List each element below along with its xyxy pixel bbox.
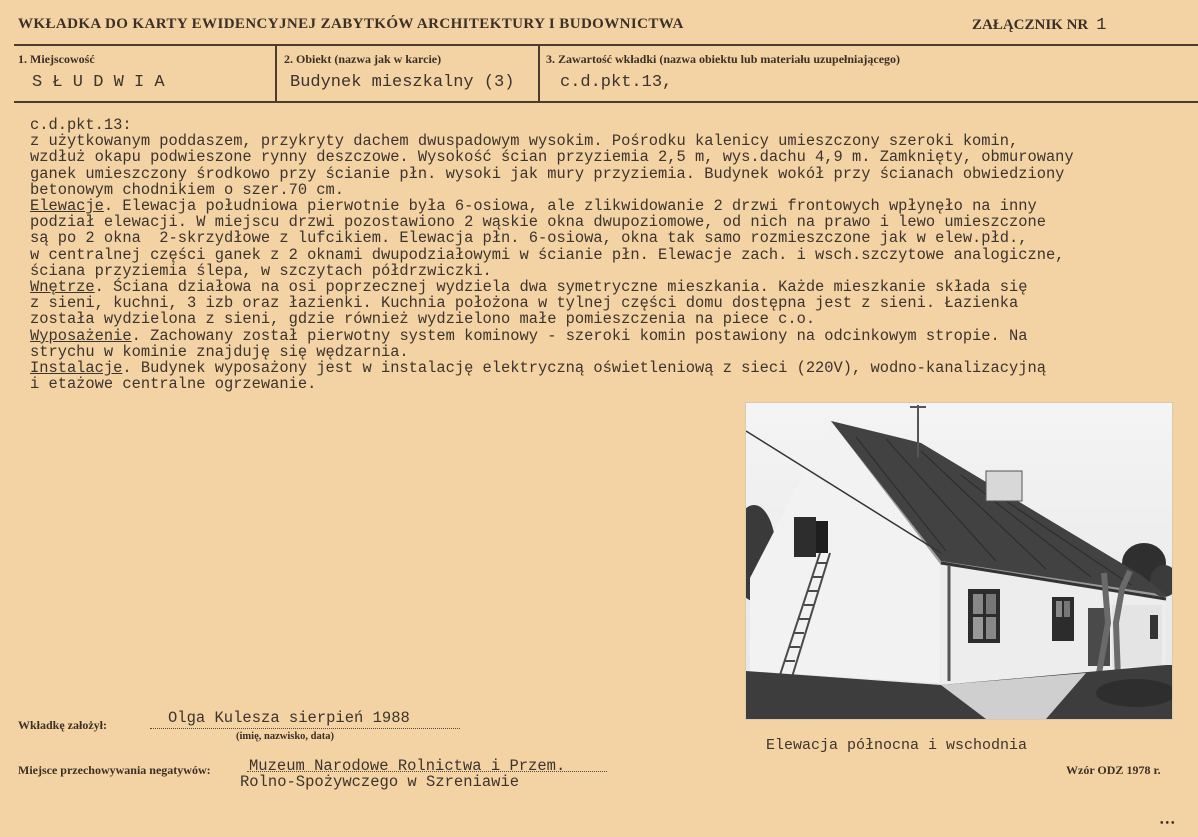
text-line: strychu w kominie znajduję się wędzarnia. bbox=[30, 342, 409, 361]
text-line: z sieni, kuchni, 3 izb oraz łazienki. Kuchnia położona w tylnej części domu dostępna jest z sieni. Łazienka bbox=[30, 294, 1019, 313]
negatives-value-line2: Rolno-Spożywczego w Szreniawie bbox=[240, 773, 520, 791]
text-line: podział elewacji. W miejscu drzwi pozostawiono 2 wąskie okna dwupoziomowe, od nich na prawo i lewo umieszczone bbox=[30, 213, 1046, 232]
object-label: 2. Obiekt (nazwa jak w karcie) bbox=[284, 52, 442, 66]
founder-label: Wkładkę założył: bbox=[18, 718, 107, 732]
founder-dotted-line bbox=[150, 728, 460, 729]
section-heading-wyposazenie: Wyposażenie bbox=[30, 326, 132, 345]
text-line: z użytkowanym poddaszem, przykryty dachem dwuspadowym wysokim. Pośrodku kalenicy umieszczony szeroki komin, bbox=[30, 132, 1019, 151]
text-run: . Ściana działowa na osi poprzecznej wydziela dwa symetryczne mieszkania. Każde mieszkanie składa się bbox=[94, 278, 1028, 297]
form-version: Wzór ODZ 1978 r. bbox=[1066, 763, 1161, 777]
section-heading-instalacje: Instalacje bbox=[30, 359, 123, 378]
photo-caption: Elewacja północna i wschodnia bbox=[766, 737, 1028, 754]
text-line: betonowym chodnikiem o szer.70 cm. bbox=[30, 180, 345, 199]
text-run: . Elewacja południowa pierwotnie była 6-osiowa, ale zlikwidowanie 2 drzwi frontowych wpłynęło na inny bbox=[103, 197, 1037, 216]
annex-label: ZAŁĄCZNIK NR bbox=[972, 17, 1089, 33]
object-value: Budynek mieszkalny (3) bbox=[290, 73, 515, 92]
content-label: 3. Zawartość wkładki (nazwa obiektu lub materiału uzupełniającego) bbox=[546, 52, 901, 66]
fields-divider bbox=[14, 101, 1198, 103]
annex-number bbox=[972, 16, 1106, 35]
section-heading-elewacje: Elewacje bbox=[30, 197, 104, 216]
negatives-label: Miejsce przechowywania negatywów: bbox=[18, 763, 211, 777]
building-photo bbox=[745, 402, 1173, 720]
text-line: ganek umieszczony środkowo przy ścianie płn. wysoki jak mury przyziemia. Budynek wokół przy ścianach obwiedziony bbox=[30, 164, 1065, 183]
text-line: c.d.pkt.13: bbox=[30, 116, 132, 134]
founder-value: Olga Kulesza sierpień 1988 bbox=[168, 709, 410, 727]
text-line: są po 2 okna 2-skrzydłowe z lufcikiem. Elewacja płn. 6-osiowa, okna tak samo rozmieszczone jak w elew.płd., bbox=[30, 229, 1028, 248]
section-heading-wnetrze: Wnętrze bbox=[30, 278, 95, 297]
text-line bbox=[30, 198, 1195, 214]
description-text bbox=[30, 117, 1195, 392]
header-divider bbox=[14, 44, 1198, 46]
locality-label: 1. Miejscowość bbox=[18, 52, 95, 66]
text-line: w centralnej części ganek z 2 oknami dwupodziałowymi w ścianie płn. Elewacje zach. i wsch.szczytowe analogiczne, bbox=[30, 245, 1065, 264]
field-separator-1 bbox=[275, 45, 277, 101]
text-line bbox=[30, 328, 1195, 344]
text-line: wzdłuż okapu podwieszone rynny deszczowe. Wysokość ścian przyziemia 2,5 m, wys.dachu 4,9 m. Zamknięty, obmurowany bbox=[30, 148, 1074, 167]
text-line bbox=[30, 279, 1195, 295]
annex-number-value: 1 bbox=[1096, 16, 1107, 35]
text-line: i etażowe centralne ogrzewanie. bbox=[30, 375, 317, 394]
corner-mark: ••• bbox=[1160, 818, 1177, 829]
house-photo-illustration bbox=[746, 403, 1172, 719]
text-run: . Budynek wyposażony jest w instalację elektryczną oświetleniową z sieci (220V), wodno-kanalizacyjną bbox=[122, 359, 1046, 378]
text-line: ściana przyziemia ślepa, w szczytach półdrzwiczki. bbox=[30, 261, 492, 280]
text-line: została wydzielona z sieni, gdzie również wydzielono małe pomieszczenia na piece c.o. bbox=[30, 310, 816, 329]
negatives-value-line1: Muzeum Narodowe Rolnictwa i Przem. bbox=[249, 757, 566, 775]
text-run: . Zachowany został pierwotny system kominowy - szeroki komin postawiony na odcinkowym stropie. Na bbox=[131, 326, 1028, 345]
content-value: c.d.pkt.13, bbox=[560, 73, 673, 92]
text-line bbox=[30, 360, 1195, 376]
founder-hint: (imię, nazwisko, data) bbox=[236, 731, 334, 742]
field-separator-2 bbox=[538, 45, 540, 101]
card-title: WKŁADKA DO KARTY EWIDENCYJNEJ ZABYTKÓW ARCHITEKTURY I BUDOWNICTWA bbox=[18, 16, 684, 32]
locality-value: S Ł U D W I A bbox=[32, 73, 165, 92]
